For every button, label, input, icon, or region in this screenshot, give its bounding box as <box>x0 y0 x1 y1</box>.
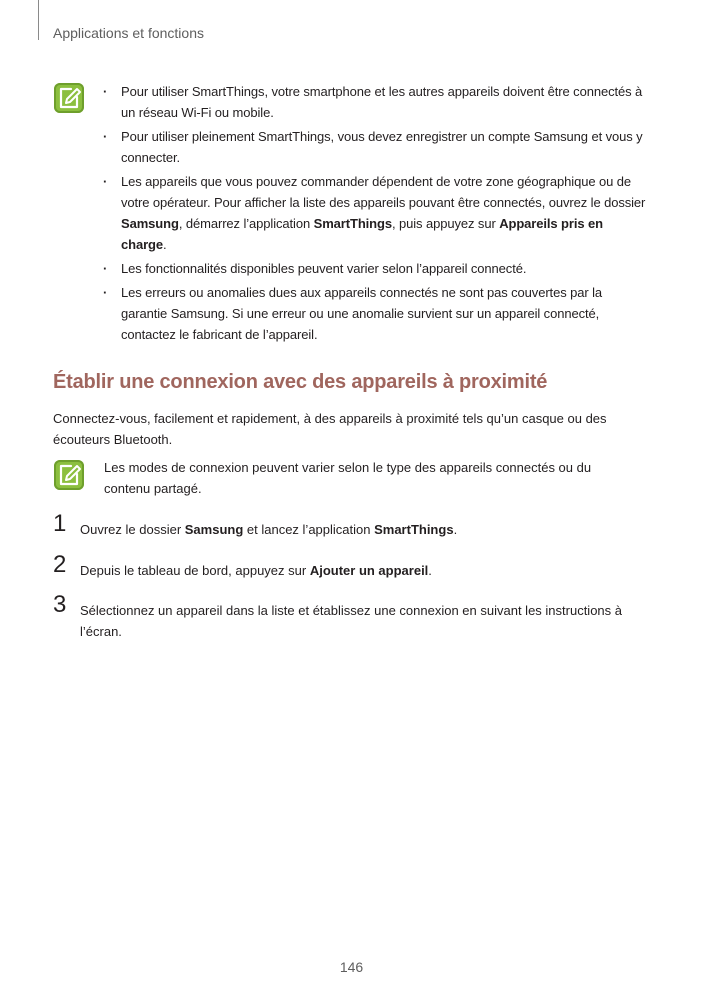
section-note: Les modes de connexion peuvent varier selon le type des appareils connectés ou du contenu partagé. <box>104 460 592 496</box>
step-text: Sélectionnez un appareil dans la liste et établissez une connexion en suivant les instructions à l’écran. <box>80 603 623 639</box>
note-bullet: · Les appareils que vous pouvez commander dépendent de votre zone géographique ou de votre opérateur. Pour afficher la liste des appareils pouvant être connectés, ouvrez le dossier Samsung, démarrez l’application SmartThings, puis appuyez sur Appareils pris en charge. <box>103 171 648 255</box>
note-bullet: · Pour utiliser SmartThings, votre smartphone et les autres appareils doivent être connectés à un réseau Wi-Fi ou mobile. <box>103 81 648 123</box>
note-bullet: · Les erreurs ou anomalies dues aux appareils connectés ne sont pas couvertes par la garantie Samsung. Si une erreur ou une anomalie survient sur un appareil connecté, contactez le fabricant de l’appareil. <box>103 282 648 345</box>
step-number: 2 <box>53 551 67 578</box>
note-bullet-list <box>103 81 648 348</box>
step-number: 1 <box>53 510 67 537</box>
note-bullet: · Pour utiliser pleinement SmartThings, vous devez enregistrer un compte Samsung et vous y connecter. <box>103 126 648 168</box>
note-pencil-icon <box>54 460 84 490</box>
section-title: Établir une connexion avec des appareils à proximité <box>53 371 548 393</box>
page-header: Applications et fonctions <box>53 25 204 41</box>
note-pencil-icon <box>54 83 84 113</box>
step-text: Depuis le tableau de bord, appuyez sur Ajouter un appareil. <box>80 563 432 578</box>
note-bullet: · Les fonctionnalités disponibles peuvent varier selon l’appareil connecté. <box>103 258 648 279</box>
step-number: 3 <box>53 591 67 618</box>
page-number: 146 <box>339 959 364 975</box>
header-rule <box>38 0 39 40</box>
step-text: Ouvrez le dossier Samsung et lancez l’application SmartThings. <box>80 522 458 537</box>
section-intro: Connectez-vous, facilement et rapidement, à des appareils à proximité tels qu’un casque ou des écouteurs Bluetooth. <box>53 411 607 447</box>
